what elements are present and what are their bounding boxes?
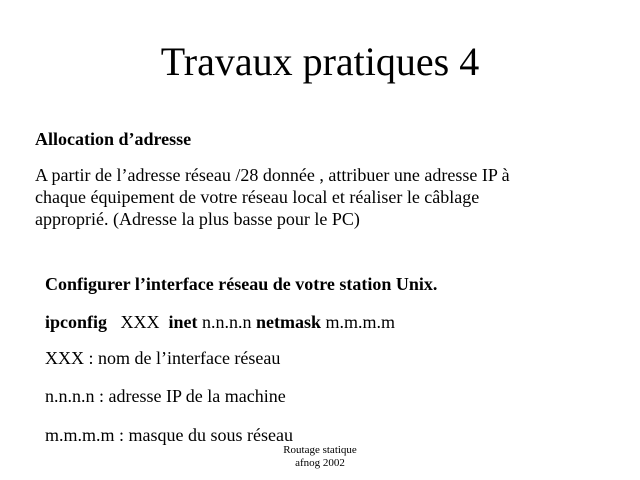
footer-line: afnog 2002 (295, 457, 345, 469)
instruction-line: A partir de l’adresse réseau /28 donnée , attribuer une adresse IP à (35, 165, 510, 185)
instruction-line: chaque équipement de votre réseau local et réaliser le câblage (35, 187, 480, 207)
inet-keyword: inet (168, 312, 198, 332)
slide-footer (260, 444, 380, 470)
ip-placeholder: n.n.n.n (202, 312, 252, 332)
slide-title: Travaux pratiques 4 (160, 39, 480, 84)
mask-placeholder: m.m.m.m (325, 312, 396, 332)
mask-definition: m.m.m.m : masque du sous réseau (45, 425, 293, 445)
interface-config-heading: Configurer l’interface réseau de votre station Unix. (45, 274, 438, 294)
interface-definition: XXX : nom de l’interface réseau (45, 348, 281, 368)
interface-placeholder: XXX (120, 312, 160, 332)
ip-definition: n.n.n.n : adresse IP de la machine (45, 386, 286, 406)
address-allocation-instructions (35, 164, 615, 230)
footer-line: Routage statique (283, 444, 357, 456)
address-allocation-heading: Allocation d’adresse (35, 129, 192, 149)
instruction-line: approprié. (Adresse la plus basse pour le PC) (35, 209, 360, 229)
netmask-keyword: netmask (256, 312, 322, 332)
command-name: ipconfig (45, 312, 108, 332)
ipconfig-command (45, 311, 395, 333)
